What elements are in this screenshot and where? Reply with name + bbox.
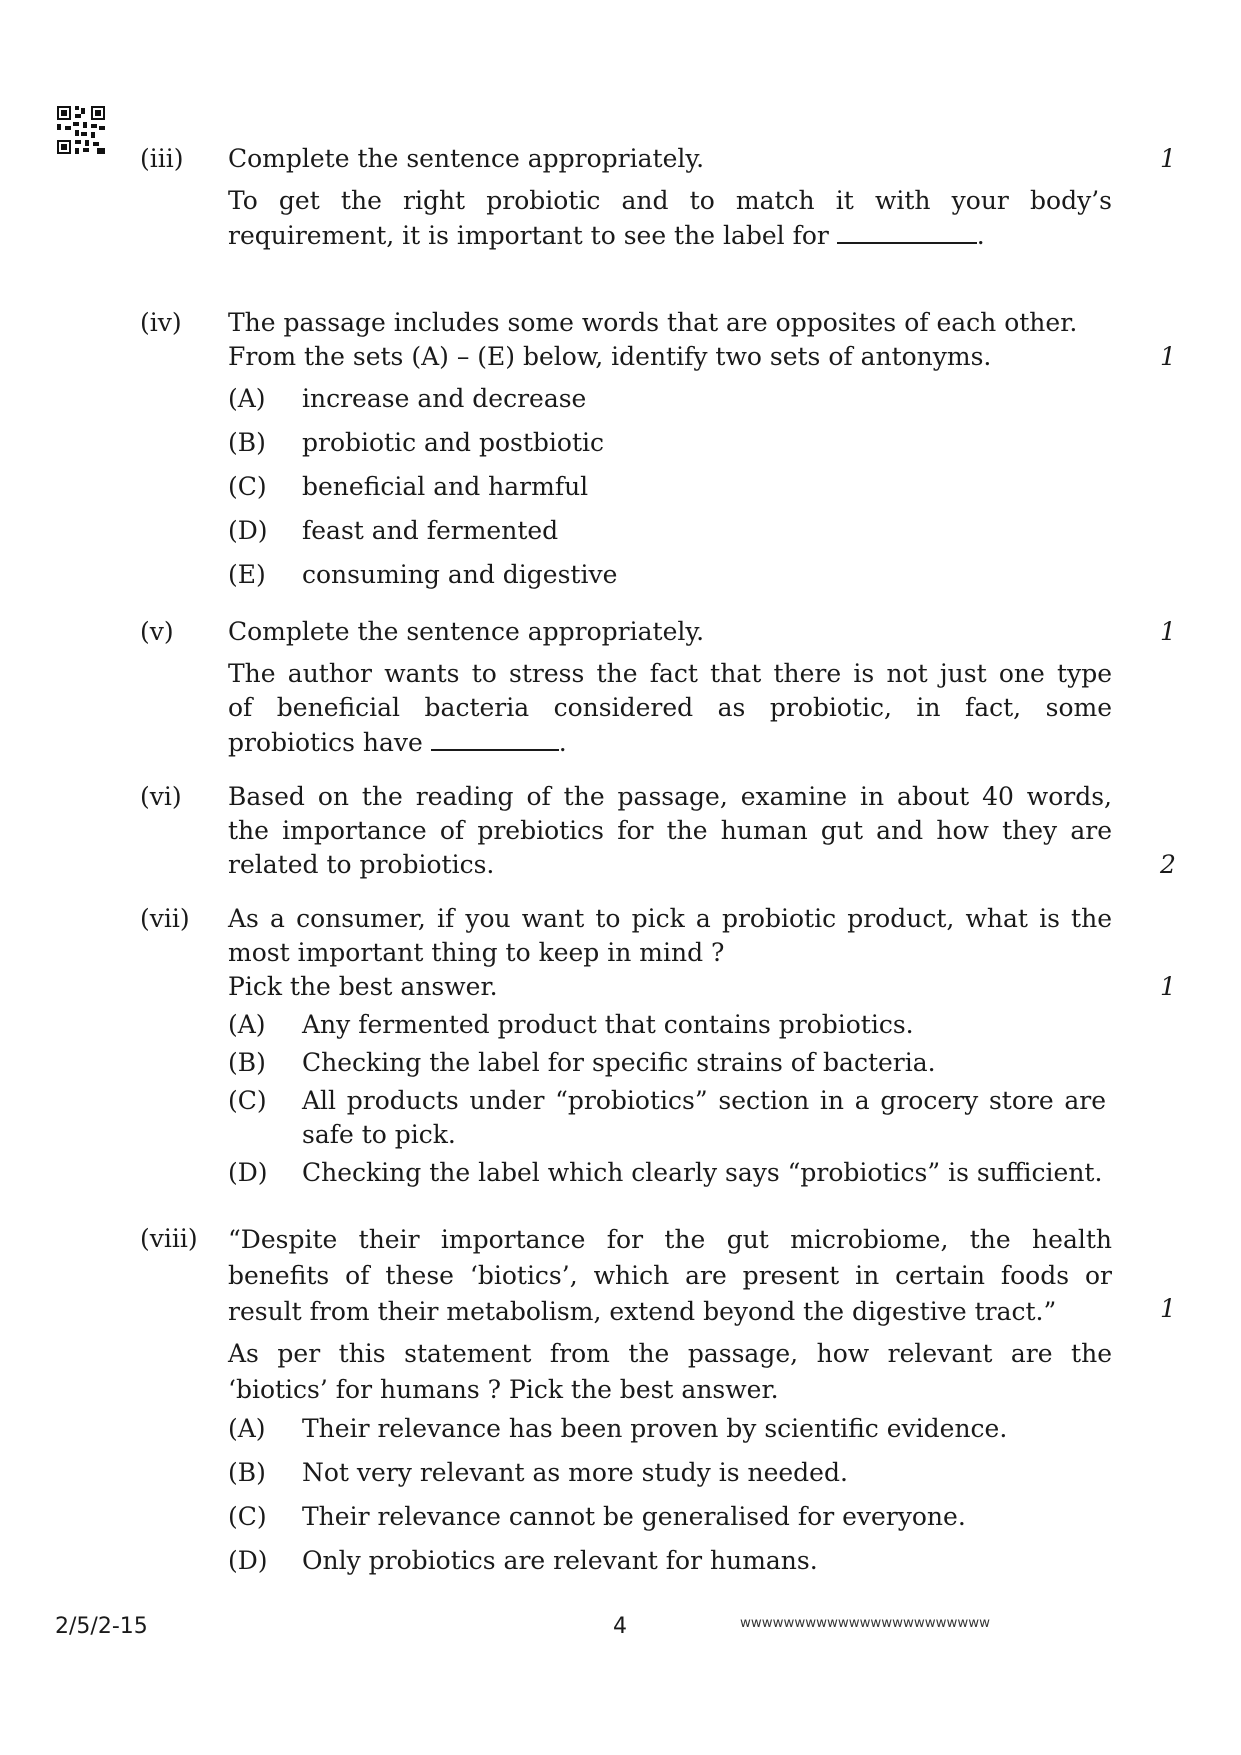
- option: [228, 514, 1112, 558]
- question-text-line: Pick the best answer.: [228, 972, 498, 1001]
- option-label: (B): [228, 428, 266, 457]
- option-label: (D): [228, 1546, 268, 1575]
- answer-blank: [431, 725, 559, 751]
- option-label: (D): [228, 516, 268, 545]
- question-text-line: The author wants to stress the fact that there is not just one type: [228, 659, 1112, 688]
- option-text: Any fermented product that contains probiotics.: [302, 1010, 914, 1039]
- question-text-line: of beneficial bacteria considered as probiotic, in fact, some: [228, 693, 1112, 722]
- question-text-line: related to probiotics.: [228, 850, 495, 879]
- option: [228, 1412, 1112, 1456]
- option-text: Only probiotics are relevant for humans.: [302, 1546, 818, 1575]
- question-text-line: [228, 218, 1112, 253]
- question-text-line: ‘biotics’ for humans ? Pick the best answer.: [228, 1375, 779, 1404]
- text: .: [558, 728, 567, 757]
- question-text-line: As a consumer, if you want to pick a probiotic product, what is the: [228, 904, 1112, 933]
- paper-code: 2/5/2-15: [55, 1614, 148, 1639]
- text: requirement, it is important to see the label for: [228, 221, 829, 250]
- qr-code-icon: [57, 106, 105, 154]
- question-number: (iv): [140, 308, 182, 337]
- quote-line: benefits of these ‘biotics’, which are present in certain foods or: [228, 1261, 1112, 1290]
- option-label: (C): [228, 472, 267, 501]
- option: [228, 1046, 1112, 1084]
- option-text: beneficial and harmful: [302, 472, 589, 501]
- option-label: (A): [228, 1010, 266, 1039]
- question-text-line: The passage includes some words that are opposites of each other.: [228, 308, 1078, 337]
- option: [228, 382, 1112, 426]
- question-prompt: Complete the sentence appropriately.: [228, 617, 705, 646]
- question-number: (iii): [140, 144, 184, 173]
- text: probiotics have: [228, 728, 423, 757]
- option-text: Checking the label which clearly says “probiotics” is sufficient.: [302, 1158, 1103, 1187]
- answer-blank: [837, 218, 977, 244]
- marks: 1: [1160, 342, 1176, 371]
- option-text: increase and decrease: [302, 384, 587, 413]
- option-label: (E): [228, 560, 266, 589]
- question-text-line: From the sets (A) – (E) below, identify two sets of antonyms.: [228, 342, 992, 371]
- option-text: probiotic and postbiotic: [302, 428, 605, 457]
- question-number: (vi): [140, 782, 182, 811]
- question-text-line: Based on the reading of the passage, examine in about 40 words,: [228, 782, 1112, 811]
- option: [228, 1456, 1112, 1500]
- wave-line-icon: [740, 1614, 990, 1630]
- question-text-line: the importance of prebiotics for the human gut and how they are: [228, 816, 1112, 845]
- option: [228, 426, 1112, 470]
- marks: 1: [1160, 144, 1176, 173]
- option: [228, 1084, 1112, 1156]
- wave-text: wwwwwwwwwwwwwwwwwwwwwww: [740, 1616, 990, 1630]
- option-text: consuming and digestive: [302, 560, 618, 589]
- option-label: (C): [228, 1086, 267, 1115]
- option: [228, 1544, 1112, 1588]
- option-label: (A): [228, 1414, 266, 1443]
- option: [228, 1500, 1112, 1544]
- option-label: (B): [228, 1458, 266, 1487]
- marks: 1: [1160, 1294, 1176, 1323]
- option-label: (C): [228, 1502, 267, 1531]
- option-text: All products under “probiotics” section in a grocery store are safe to pick.: [302, 1086, 1106, 1149]
- option-text: Their relevance cannot be generalised for everyone.: [302, 1502, 966, 1531]
- option: [228, 1008, 1112, 1046]
- question-prompt: Complete the sentence appropriately.: [228, 144, 705, 173]
- question-number: (viii): [140, 1224, 198, 1253]
- option: [228, 470, 1112, 514]
- question-text-line: As per this statement from the passage, how relevant are the: [228, 1339, 1112, 1368]
- option-label: (B): [228, 1048, 266, 1077]
- question-text-line: [228, 725, 1112, 760]
- question-number: (vii): [140, 904, 190, 933]
- page-number: 4: [613, 1614, 627, 1639]
- quote-line: “Despite their importance for the gut microbiome, the health: [228, 1225, 1112, 1254]
- marks: 1: [1160, 972, 1176, 1001]
- marks: 1: [1160, 617, 1176, 646]
- option-text: Not very relevant as more study is needed.: [302, 1458, 848, 1487]
- question-number: (v): [140, 617, 174, 646]
- marks: 2: [1160, 850, 1176, 879]
- text: .: [976, 221, 985, 250]
- option: [228, 1156, 1112, 1194]
- quote-line: result from their metabolism, extend beyond the digestive tract.”: [228, 1297, 1057, 1326]
- option-text: feast and fermented: [302, 516, 559, 545]
- option-label: (A): [228, 384, 266, 413]
- option: [228, 558, 1112, 602]
- question-text-line: most important thing to keep in mind ?: [228, 938, 725, 967]
- question-text-line: To get the right probiotic and to match it with your body’s: [228, 186, 1112, 215]
- option-label: (D): [228, 1158, 268, 1187]
- option-text: Their relevance has been proven by scientific evidence.: [302, 1414, 1008, 1443]
- option-text: Checking the label for specific strains of bacteria.: [302, 1048, 936, 1077]
